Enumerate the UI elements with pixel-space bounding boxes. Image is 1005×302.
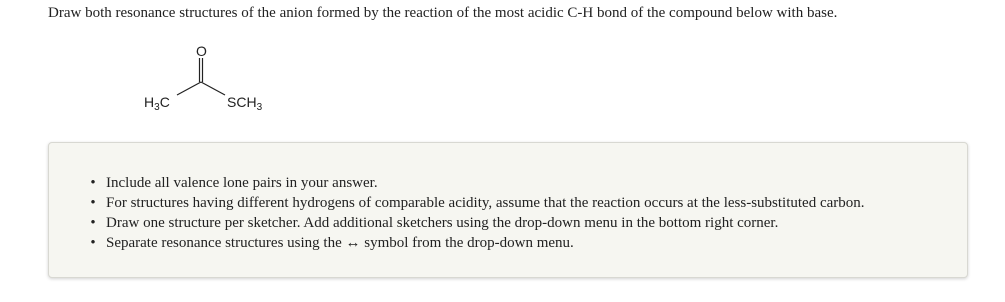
instruction-item (89, 233, 865, 253)
instruction-text: Include all valence lone pairs in your answer. (106, 175, 378, 191)
bullet-icon: • (90, 195, 96, 211)
bullet-icon: • (90, 175, 96, 191)
bond-left (177, 82, 201, 95)
chemical-structure (140, 38, 290, 120)
bullet-icon: • (90, 235, 96, 251)
instructions-box (48, 142, 968, 278)
bullet-icon: • (90, 215, 96, 231)
instruction-item (89, 173, 865, 193)
instructions-list (89, 173, 865, 253)
instruction-text: Separate resonance structures using the ↔ symbol from the drop-down menu. (106, 235, 574, 251)
thiomethyl-label: $SCH_3$ (227, 94, 263, 113)
instruction-text: For structures having different hydrogens of comparable acidity, assume that the reaction occurs at the less-substituted carbon. (106, 195, 865, 211)
instruction-item (89, 213, 865, 233)
instruction-item (89, 193, 865, 213)
methyl-label: $H_3C$ (144, 94, 170, 113)
oxygen-label: O (196, 43, 207, 59)
question-text: Draw both resonance structures of the anion formed by the reaction of the most acidic C-H bond of the compound below with base. (48, 5, 838, 21)
bond-right (201, 82, 225, 95)
instruction-text: Draw one structure per sketcher. Add additional sketchers using the drop-down menu in the bottom right corner. (106, 215, 779, 231)
